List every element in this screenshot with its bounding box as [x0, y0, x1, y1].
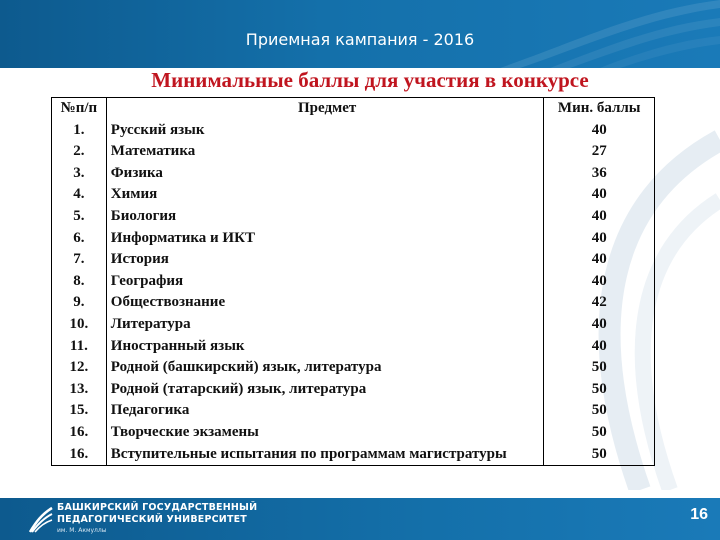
row-min-score: 36: [544, 163, 655, 185]
table-row: [52, 163, 655, 185]
row-subject: Обществознание: [106, 292, 544, 314]
logo-text-line2: ПЕДАГОГИЧЕСКИЙ УНИВЕРСИТЕТ: [57, 514, 247, 525]
row-number: 16.: [52, 422, 107, 444]
row-min-score: 40: [544, 120, 655, 142]
row-number: 8.: [52, 271, 107, 293]
min-scores-table: [51, 97, 655, 466]
row-subject: История: [106, 249, 544, 271]
row-subject: Литература: [106, 314, 544, 336]
footer-bar: [0, 498, 720, 540]
row-number: 4.: [52, 184, 107, 206]
table-row: [52, 379, 655, 401]
table-header-row: [52, 98, 655, 120]
row-subject: Биология: [106, 206, 544, 228]
row-subject: Творческие экзамены: [106, 422, 544, 444]
row-min-score: 50: [544, 400, 655, 422]
logo-text-line1: БАШКИРСКИЙ ГОСУДАРСТВЕННЫЙ: [57, 502, 258, 513]
table-body: [52, 120, 655, 466]
column-header-subject: Предмет: [106, 98, 544, 120]
row-min-score: 42: [544, 292, 655, 314]
row-min-score: 50: [544, 379, 655, 401]
row-min-score: 50: [544, 357, 655, 379]
row-subject: Педагогика: [106, 400, 544, 422]
row-number: 1.: [52, 120, 107, 142]
row-subject: Русский язык: [106, 120, 544, 142]
header-bar: [0, 0, 720, 68]
page-heading: Минимальные баллы для участия в конкурсе: [151, 68, 589, 92]
row-min-score: 50: [544, 444, 655, 466]
row-subject: Родной (татарский) язык, литература: [106, 379, 544, 401]
table-row: [52, 141, 655, 163]
row-number: 9.: [52, 292, 107, 314]
row-number: 2.: [52, 141, 107, 163]
table-row: [52, 271, 655, 293]
row-subject: Химия: [106, 184, 544, 206]
table-row: [52, 292, 655, 314]
row-min-score: 40: [544, 228, 655, 250]
table-row: [52, 228, 655, 250]
row-subject: Вступительные испытания по программам магистратуры: [106, 444, 544, 466]
row-subject: Математика: [106, 141, 544, 163]
row-min-score: 40: [544, 336, 655, 358]
row-subject: Родной (башкирский) язык, литература: [106, 357, 544, 379]
row-number: 12.: [52, 357, 107, 379]
table-row: [52, 249, 655, 271]
row-min-score: 40: [544, 206, 655, 228]
row-number: 5.: [52, 206, 107, 228]
university-logo-icon: [28, 504, 54, 534]
row-subject: Информатика и ИКТ: [106, 228, 544, 250]
row-min-score: 27: [544, 141, 655, 163]
row-number: 11.: [52, 336, 107, 358]
row-number: 13.: [52, 379, 107, 401]
table-row: [52, 336, 655, 358]
row-min-score: 40: [544, 184, 655, 206]
table-row: [52, 206, 655, 228]
row-min-score: 40: [544, 314, 655, 336]
table-row: [52, 120, 655, 142]
column-header-score: Мин. баллы: [544, 98, 655, 120]
row-number: 6.: [52, 228, 107, 250]
table-row: [52, 400, 655, 422]
row-number: 7.: [52, 249, 107, 271]
row-number: 15.: [52, 400, 107, 422]
row-subject: Иностранный язык: [106, 336, 544, 358]
table-row: [52, 444, 655, 466]
page-number: 16: [690, 506, 708, 523]
table-row: [52, 184, 655, 206]
logo-text-line3: им. М. Акмуллы: [57, 527, 107, 534]
table-row: [52, 422, 655, 444]
table-row: [52, 357, 655, 379]
row-number: 3.: [52, 163, 107, 185]
row-number: 16.: [52, 444, 107, 466]
row-subject: География: [106, 271, 544, 293]
row-number: 10.: [52, 314, 107, 336]
row-min-score: 40: [544, 249, 655, 271]
presentation-title: Приемная кампания - 2016: [245, 30, 475, 49]
row-min-score: 50: [544, 422, 655, 444]
column-header-number: №п/п: [52, 98, 107, 120]
row-subject: Физика: [106, 163, 544, 185]
table-row: [52, 314, 655, 336]
row-min-score: 40: [544, 271, 655, 293]
